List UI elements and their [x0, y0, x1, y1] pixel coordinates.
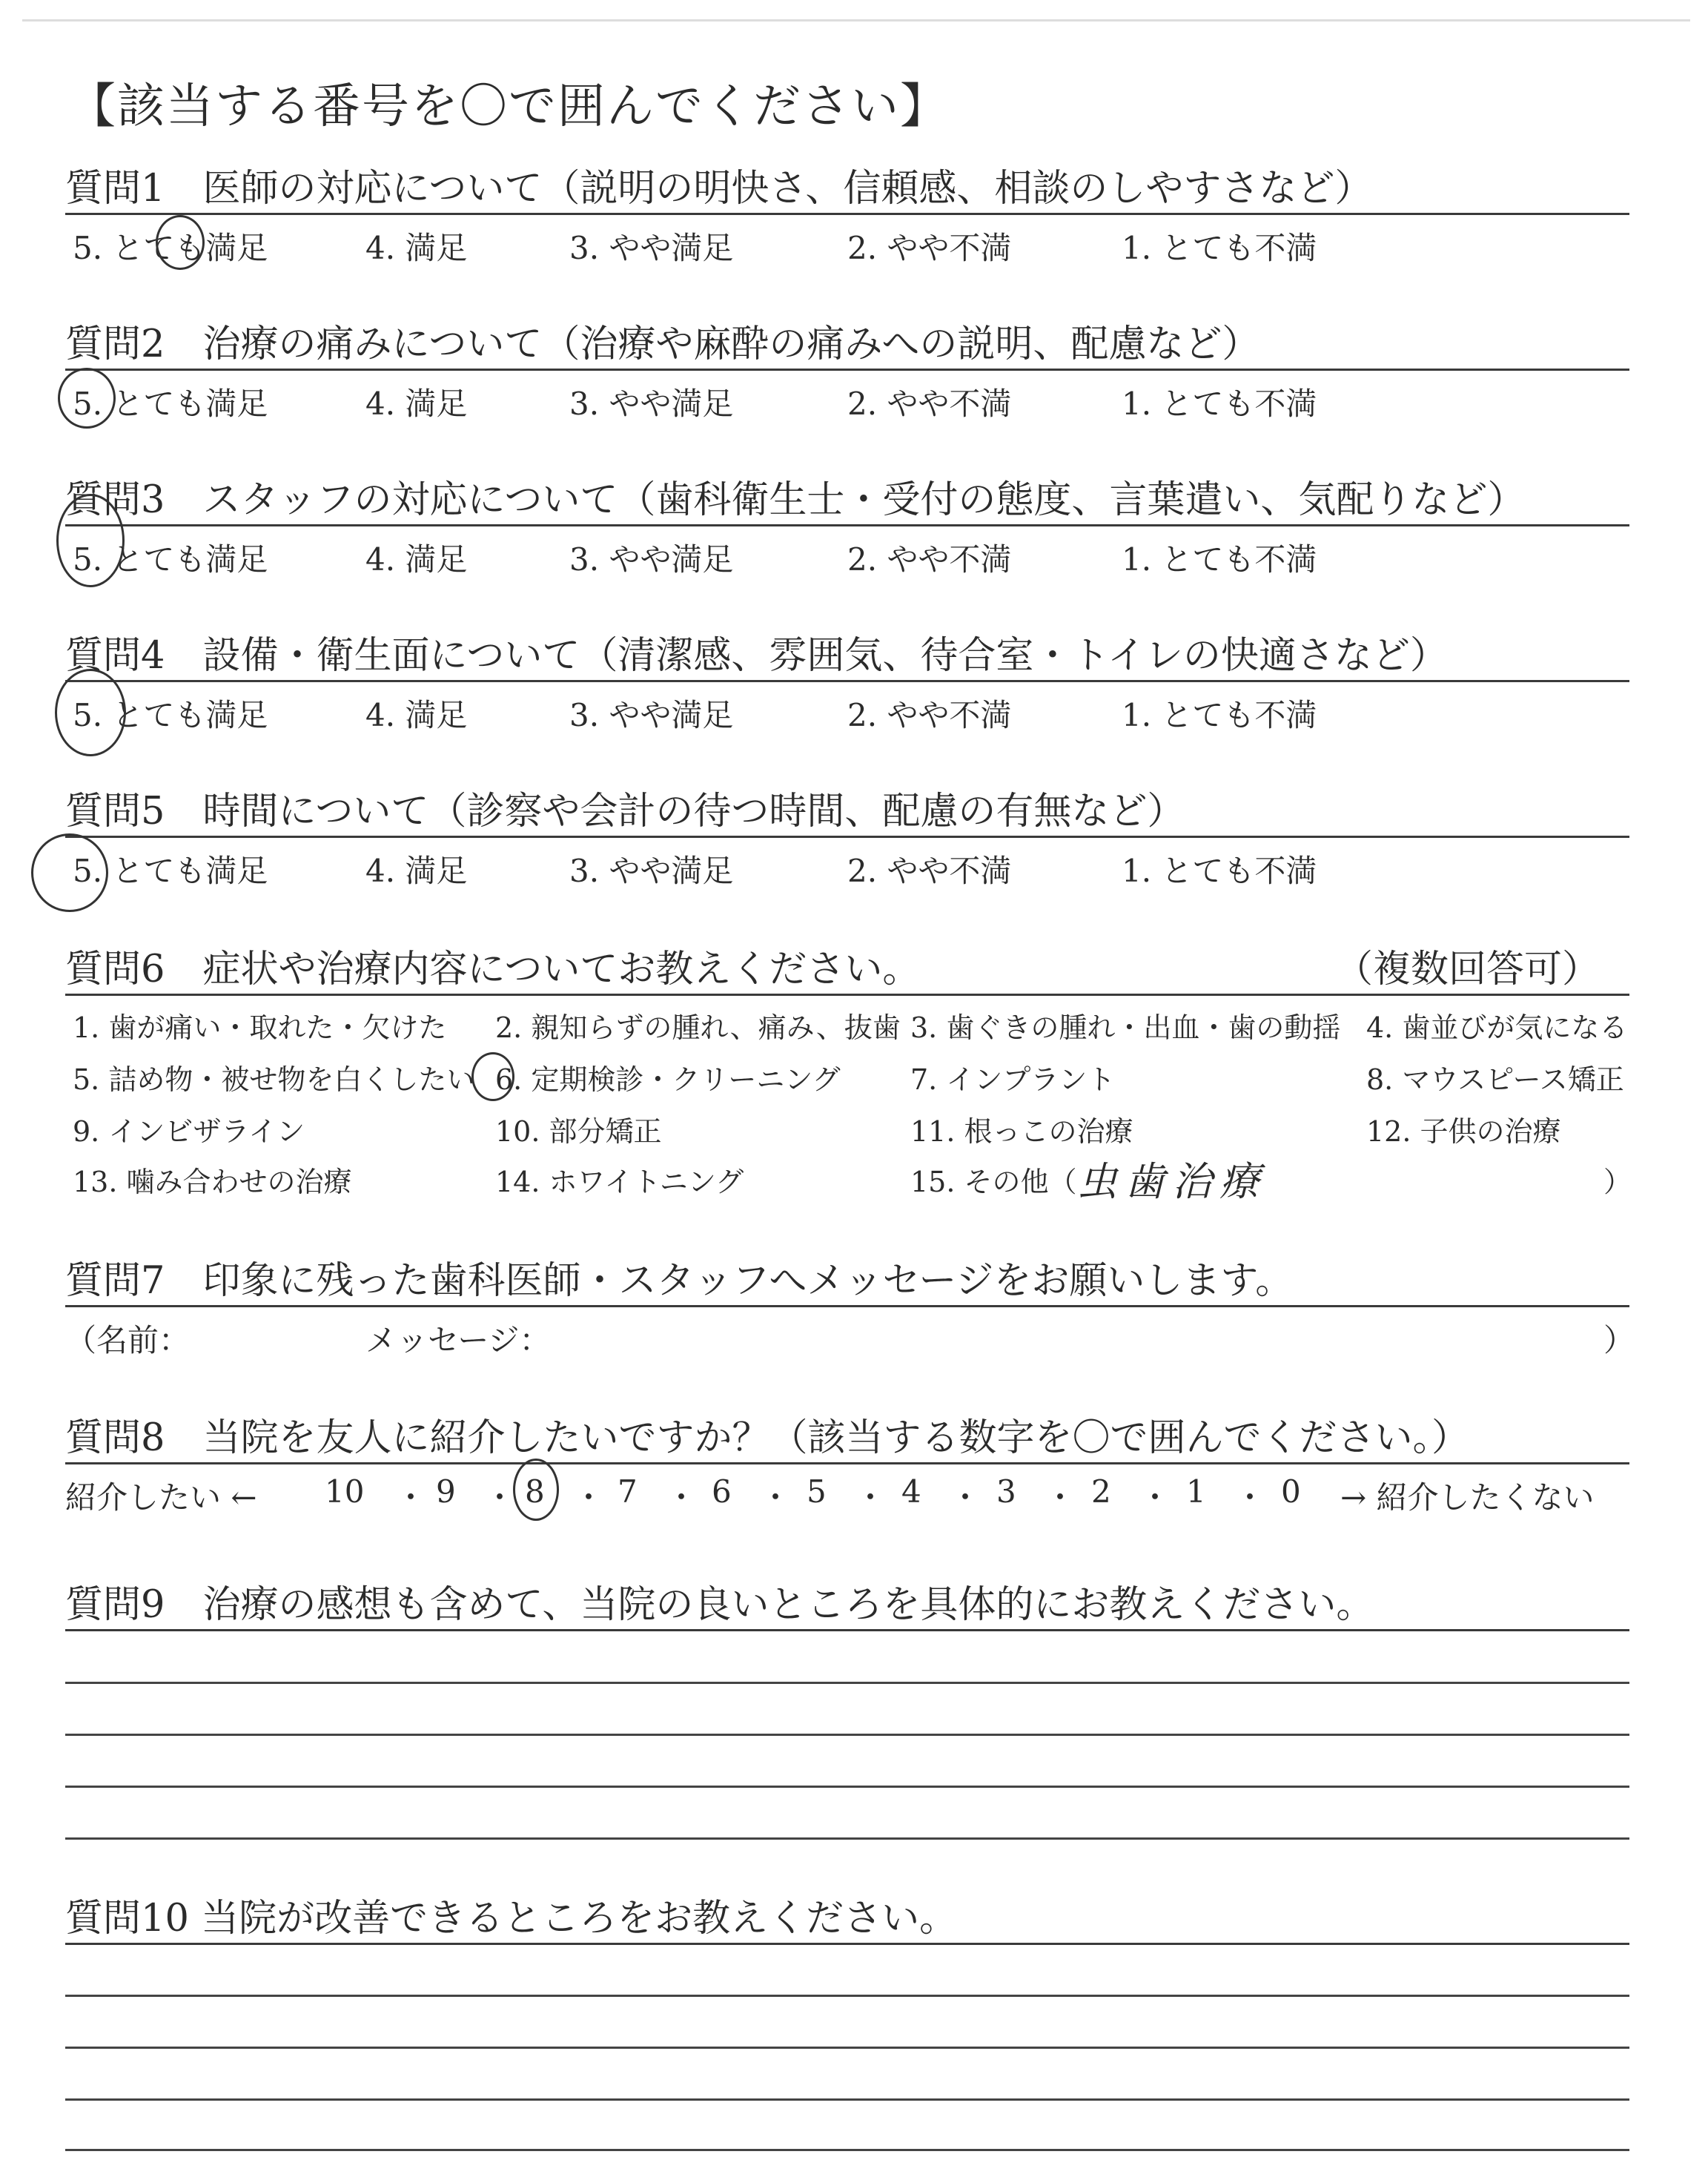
option-5[interactable]: 5. とても満足: [73, 386, 268, 422]
question-6-options: [65, 996, 1632, 1218]
option-5[interactable]: 5. とても満足: [73, 541, 268, 578]
question-10-title: 質問10 当院が改善できるところをお教えください。: [65, 1897, 958, 1941]
hand-drawn-circle: [31, 833, 108, 912]
scale-value[interactable]: 3: [996, 1473, 1016, 1510]
option-5[interactable]: 5. とても満足: [73, 230, 268, 266]
question-9-title: 質問9 治療の感想も含めて、当院の良いところを具体的にお教えください。: [65, 1583, 1374, 1627]
scale-separator: ・: [760, 1479, 792, 1516]
symptom-option[interactable]: 12. 子供の治療: [1366, 1115, 1561, 1148]
scale-value[interactable]: 0: [1281, 1473, 1301, 1510]
question-rule: [65, 1629, 1629, 1631]
form-header: 【該当する番号を〇で囲んでください】: [68, 79, 949, 134]
symptom-option[interactable]: 4. 歯並びが気になる: [1366, 1011, 1628, 1044]
option-1[interactable]: 1. とても不満: [1122, 541, 1317, 578]
answer-line[interactable]: [65, 2098, 1629, 2101]
symptom-option[interactable]: 7. インプラント: [910, 1063, 1116, 1096]
option-2[interactable]: 2. やや不満: [847, 230, 1012, 266]
option-2[interactable]: 2. やや不満: [847, 853, 1012, 889]
question-7-title: 質問7 印象に残った歯科医師・スタッフへメッセージをお願いします。: [65, 1259, 1294, 1303]
scale-value[interactable]: 10: [325, 1473, 365, 1510]
question-7: [65, 1259, 1635, 1358]
scale-separator: ・: [1045, 1479, 1076, 1516]
question-6-title: [65, 948, 1629, 992]
question-5-options: [65, 838, 1629, 889]
option-3[interactable]: 3. やや満足: [569, 541, 734, 578]
symptom-option[interactable]: 2. 親知らずの腫れ、痛み、抜歯: [495, 1011, 901, 1044]
question-2-options: [65, 371, 1629, 422]
hand-drawn-circle: [471, 1052, 514, 1101]
option-1[interactable]: 1. とても不満: [1122, 697, 1317, 733]
scale-separator: ・: [484, 1479, 516, 1516]
symptom-option[interactable]: 14. ホワイトニング: [495, 1166, 744, 1198]
scale-right-label: → 紹介したくない: [1340, 1479, 1595, 1516]
scale-value[interactable]: 1: [1186, 1473, 1206, 1510]
answer-line[interactable]: [65, 1734, 1629, 1736]
answer-line[interactable]: [65, 1786, 1629, 1788]
other-close-paren: ）: [1603, 1166, 1632, 1198]
question-8: [65, 1416, 1629, 1516]
answer-line[interactable]: [65, 1837, 1629, 1840]
scale-separator: ・: [855, 1479, 887, 1516]
question-2: [65, 323, 1629, 422]
scale-separator: ・: [573, 1479, 605, 1516]
question-6: [65, 948, 1632, 1218]
scale-separator: ・: [950, 1479, 982, 1516]
question-4: [65, 634, 1629, 733]
hand-drawn-circle: [513, 1459, 559, 1521]
scale-value[interactable]: 4: [901, 1473, 921, 1510]
message-close-paren: ）: [1603, 1322, 1635, 1358]
answer-line[interactable]: [65, 1995, 1629, 1997]
option-4[interactable]: 4. 満足: [365, 697, 468, 733]
question-3: [65, 478, 1629, 578]
question-1-options: [65, 215, 1629, 266]
scale-separator: ・: [1234, 1479, 1266, 1516]
hand-drawn-circle: [56, 494, 125, 587]
question-10: [65, 1897, 1629, 1945]
option-1[interactable]: 1. とても不満: [1122, 386, 1317, 422]
scale-value[interactable]: 8: [525, 1473, 545, 1510]
scale-value[interactable]: 6: [712, 1473, 732, 1510]
answer-line[interactable]: [65, 1682, 1629, 1684]
option-5[interactable]: 5. とても満足: [73, 697, 268, 733]
other-handwritten-answer[interactable]: 虫歯治療: [1077, 1158, 1267, 1205]
question-1: [65, 167, 1629, 266]
question-1-title: 質問1 医師の対応について（説明の明快さ、信頼感、相談のしやすさなど）: [65, 167, 1373, 211]
option-3[interactable]: 3. やや満足: [569, 853, 734, 889]
question-4-title: 質問4 設備・衛生面について（清潔感、雰囲気、待合室・トイレの快適さなど）: [65, 634, 1448, 678]
question-2-title: 質問2 治療の痛みについて（治療や麻酔の痛みへの説明、配慮など）: [65, 323, 1260, 366]
name-label: （名前：: [65, 1322, 191, 1358]
option-3[interactable]: 3. やや満足: [569, 697, 734, 733]
message-label: メッセージ：: [365, 1322, 551, 1358]
top-border: [22, 19, 1690, 22]
question-6-title-text: 質問6 症状や治療内容についてお教えください。: [65, 948, 921, 991]
question-4-options: [65, 682, 1629, 733]
scale-separator: ・: [395, 1479, 427, 1516]
question-3-options: [65, 526, 1629, 578]
answer-line[interactable]: [65, 2047, 1629, 2049]
scale-separator: ・: [666, 1479, 698, 1516]
symptom-option[interactable]: 1. 歯が痛い・取れた・欠けた: [73, 1011, 447, 1044]
symptom-option[interactable]: 9. インビザライン: [73, 1115, 305, 1148]
symptom-option[interactable]: 11. 根っこの治療: [910, 1115, 1133, 1148]
option-3[interactable]: 3. やや満足: [569, 230, 734, 266]
question-3-title: 質問3 スタッフの対応について（歯科衛生士・受付の態度、言葉遣い、気配りなど）: [65, 478, 1526, 522]
option-3[interactable]: 3. やや満足: [569, 386, 734, 422]
question-5-title: 質問5 時間について（診察や会計の待つ時間、配慮の有無など）: [65, 790, 1185, 833]
option-4[interactable]: 4. 満足: [365, 541, 468, 578]
question-9: [65, 1583, 1629, 1631]
symptom-option[interactable]: 5. 詰め物・被せ物を白くしたい: [73, 1063, 475, 1096]
option-1[interactable]: 1. とても不満: [1122, 230, 1317, 266]
symptom-option[interactable]: 13. 噛み合わせの治療: [73, 1166, 352, 1198]
option-2[interactable]: 2. やや不満: [847, 386, 1012, 422]
scale-value[interactable]: 9: [436, 1473, 456, 1510]
hand-drawn-circle: [156, 215, 205, 270]
option-5[interactable]: 5. とても満足: [73, 853, 268, 889]
symptom-option[interactable]: 15. その他（: [910, 1166, 1077, 1198]
symptom-option[interactable]: 8. マウスピース矯正: [1366, 1063, 1624, 1096]
hand-drawn-circle: [58, 368, 116, 429]
symptom-option[interactable]: 10. 部分矯正: [495, 1115, 662, 1148]
option-4[interactable]: 4. 満足: [365, 853, 468, 889]
symptom-option[interactable]: 3. 歯ぐきの腫れ・出血・歯の動揺: [910, 1011, 1341, 1044]
scale-separator: ・: [1139, 1479, 1171, 1516]
option-2[interactable]: 2. やや不満: [847, 541, 1012, 578]
option-4[interactable]: 4. 満足: [365, 386, 468, 422]
question-5: [65, 790, 1629, 889]
symptom-option[interactable]: 6. 定期検診・クリーニング: [495, 1063, 841, 1096]
answer-line[interactable]: [65, 2149, 1629, 2151]
scale-value[interactable]: 5: [807, 1473, 827, 1510]
multiple-answer-note: （複数回答可）: [1334, 948, 1600, 991]
question-8-title: 質問8 当院を友人に紹介したいですか？（該当する数字を〇で囲んでください。）: [65, 1416, 1469, 1460]
recommend-scale: [65, 1464, 1629, 1516]
scale-left-label: 紹介したい ←: [65, 1479, 257, 1516]
scale-value[interactable]: 7: [618, 1473, 638, 1510]
option-1[interactable]: 1. とても不満: [1122, 853, 1317, 889]
message-fields: [65, 1307, 1635, 1358]
option-4[interactable]: 4. 満足: [365, 230, 468, 266]
hand-drawn-circle: [55, 669, 126, 756]
question-rule: [65, 1943, 1629, 1945]
option-2[interactable]: 2. やや不満: [847, 697, 1012, 733]
scale-value[interactable]: 2: [1091, 1473, 1111, 1510]
